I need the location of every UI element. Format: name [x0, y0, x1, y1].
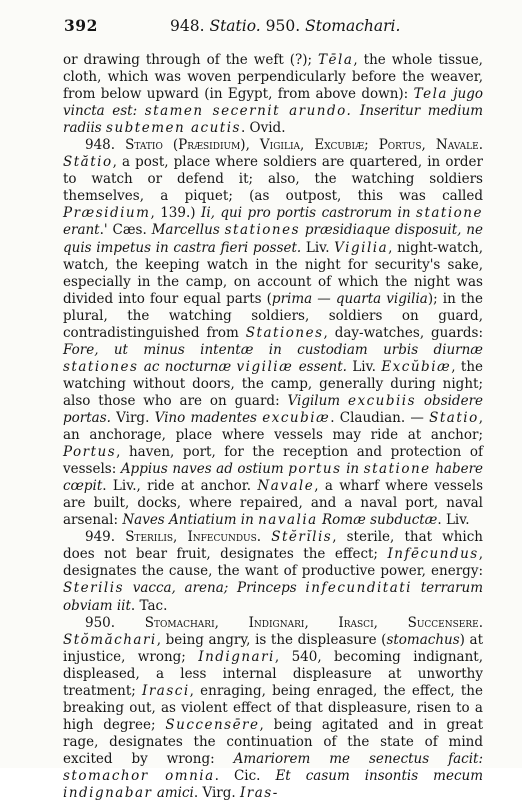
paragraph-tela: or drawing through of the weft (?); Tēla, the whole tissue, cloth, which was woven perpendicularly before the weaver, from below upward (in Egypt, from above down): Tela jugo vincta est: stamen secernit arundo. Inseritur medium radiis subtemen acutis. Ovid.	[63, 52, 484, 137]
page-header	[64, 13, 476, 39]
entry-948-statio: 948. Statio (Præsidium), Vigilia, Excubiæ; Portus, Navale. Stătio, a post, place where soldiers are quartered, in order to watch or defend it; also, the watching soldiers themselves, a piquet; (as outpost, this was called Præsidium, 139.) Ii, qui pro portis castrorum in statione erant.' Cæs. Marcellus stationes præsidiaque disposuit, ne quis impetus in castra fieri posset. Liv. Vigilia, night-watch, watch, the keeping watch in the night for security's sake, especially in the camp, on account of which the night was divided into four equal parts (prima — quarta vigilia); in the plural, the watching soldiers, soldiers on guard, contradistinguished from Stationes, day-watches, guards: Fore, ut minus intentæ in custodiam urbis diurnæ stationes ac nocturnæ vigiliæ essent. Liv. Excŭbiæ, the watching without doors, the camp, generally during night; also those who are on guard: Vigilum excubiis obsidere portas. Virg. Vino madentes excubiæ. Claudian. — Statio, an anchorage, place where vessels may ride at anchor; Portus, haven, port, for the reception and protection of vessels: Appius naves ad ostium portus in statione habere cœpit. Liv., ride at anchor. Navale, a wharf where vessels are built, docks, where repaired, and a naval port, naval arsenal: Naves Antiatium in navalia Romæ subductæ. Liv.	[63, 137, 484, 529]
entry-949-sterilis: 949. Sterilis, Infecundus. Stĕrĭlis, sterile, that which does not bear fruit, designates the effect; Infēcundus, designates the cause, the want of productive power, energy: Sterilis vacca, arena; Princeps infecunditati terrarum obviam iit. Tac.	[63, 529, 484, 614]
entry-950-stomachari: 950. Stomachari, Indignari, Irasci, Succensere. Stŏmăchari, being angry, is the displeasure (stomachus) at injustice, wrong; Indignari, 540, becoming indignant, displeased, a less internal displeasure at unworthy treatment; Irasci, enraging, being enraged, the effect, the breaking out, as violent effect of that displeasure, risen to a high degree; Succensēre, being agitated and in great rage, designates the continuation of the state of mind excited by wrong: Amariorem me senectus facit: stomachor omnia. Cic. Et casum insontis mecum indignabar amici. Virg. Iras-	[63, 614, 484, 802]
running-head: 948. Statio. 950. Stomachari.	[170, 17, 401, 35]
page-body	[63, 52, 483, 802]
page-number: 392	[64, 16, 98, 35]
